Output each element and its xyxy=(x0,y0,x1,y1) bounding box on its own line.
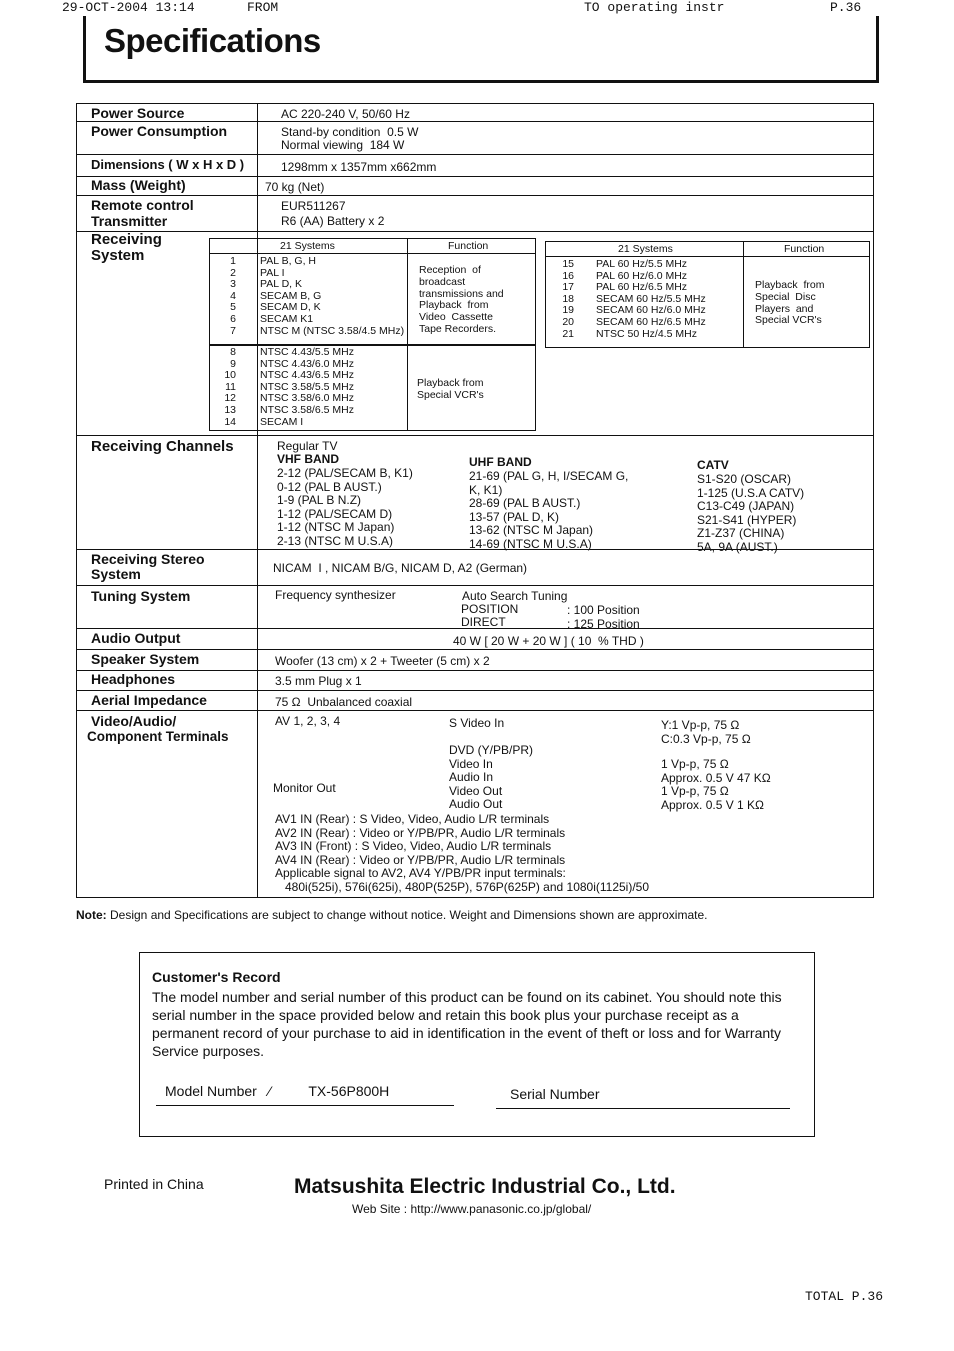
record-title: Customer's Record xyxy=(152,969,281,985)
receiving-system-label-2: System xyxy=(91,247,145,264)
fax-to: TO operating instr xyxy=(584,0,725,15)
fax-date: 29-OCT-2004 13:14 xyxy=(62,0,195,15)
fax-page: P.36 xyxy=(830,0,862,15)
svideo-in: S Video In xyxy=(449,716,505,730)
audio-output-value: 40 W [ 20 W + 20 W ] ( 10 % THD ) xyxy=(453,634,644,648)
headphones-label: Headphones xyxy=(91,671,176,687)
catv-header: CATV xyxy=(697,458,729,472)
system-numbers-3: 15 16 17 18 19 20 21 xyxy=(562,258,574,340)
model-number-value: TX-56P800H xyxy=(308,1083,390,1099)
mass-label: Mass (Weight) xyxy=(91,177,186,193)
vhf-list: 2-12 (PAL/SECAM B, K1) 0-12 (PAL B AUST.) 1-9 (PAL B N.Z) 1-12 (PAL/SECAM D) 1-12 (NTSC M Japan) 2-13 (NTSC M U.S.A) xyxy=(277,466,413,548)
vhf-header: VHF BAND xyxy=(277,452,339,466)
system-names-2: NTSC 4.43/5.5 MHz NTSC 4.43/6.0 MHz NTSC 4.43/6.5 MHz NTSC 3.58/5.5 MHz NTSC 3.58/6.0 MHz NTSC 3.58/6.5 MHz SECAM I xyxy=(260,346,354,428)
av-terminals: AV 1, 2, 3, 4 xyxy=(275,714,341,728)
systems-table-2 xyxy=(209,344,536,431)
power-source-label: Power Source xyxy=(91,105,185,121)
direct-label: DIRECT xyxy=(461,615,506,629)
serial-number-label: Serial Number xyxy=(510,1086,600,1102)
record-body: The model number and serial number of this product can be found on its cabinet. You should note this serial number in the space provided below and retain this book plus your purchase receipt as a permanent record of your purchase to aid in identification in the event of theft or loss and for Warranty Service purposes. xyxy=(152,989,782,1059)
fax-from: FROM xyxy=(247,0,279,15)
speaker-label: Speaker System xyxy=(91,651,200,667)
receiving-system-label: Receiving xyxy=(91,231,162,248)
receiving-channels-label: Receiving Channels xyxy=(91,438,234,455)
serial-number-line xyxy=(496,1108,790,1109)
customer-record xyxy=(139,952,815,1137)
tuning-label: Tuning System xyxy=(91,588,191,604)
dvd-values: 1 Vp-p, 75 Ω Approx. 0.5 V 47 KΩ 1 Vp-p, 75 Ω Approx. 0.5 V 1 KΩ xyxy=(661,757,771,812)
fax-total: TOTAL P.36 xyxy=(805,1289,884,1304)
remote-battery: R6 (AA) Battery x 2 xyxy=(281,214,385,228)
note xyxy=(76,908,707,922)
svideo-values: Y:1 Vp-p, 75 Ω C:0.3 Vp-p, 75 Ω xyxy=(661,718,751,746)
system-function-2: Playback from Special VCR's xyxy=(417,377,484,401)
systems-table-3 xyxy=(545,241,870,348)
dimensions-value: 1298mm x 1357mm x662mm xyxy=(281,160,437,174)
power-source-value: AC 220-240 V, 50/60 Hz xyxy=(281,107,410,121)
mass-value: 70 kg (Net) xyxy=(265,180,325,194)
remote-model: EUR511267 xyxy=(281,199,346,213)
model-number-line xyxy=(156,1105,454,1106)
tuning-value: Frequency synthesizer xyxy=(275,588,396,602)
systems-header-3: 21 Systems xyxy=(618,243,673,255)
systems-table-1 xyxy=(209,238,536,346)
website: Web Site : http://www.panasonic.co.jp/global/ xyxy=(352,1202,592,1216)
dvd-inputs: DVD (Y/PB/PR) Video In Audio In Video Out Audio Out xyxy=(449,743,534,811)
dimensions-label: Dimensions ( W x H x D ) xyxy=(91,157,245,172)
spec-table xyxy=(76,103,874,898)
monitor-out: Monitor Out xyxy=(273,781,336,795)
position-value: : 100 Position xyxy=(567,603,640,617)
system-names-3: PAL 60 Hz/5.5 MHz PAL 60 Hz/6.0 MHz PAL 60 Hz/6.5 MHz SECAM 60 Hz/5.5 MHz SECAM 60 Hz/6.0 MHz SECAM 60 Hz/6.5 MHz NTSC 50 Hz/4.5 MHz xyxy=(596,258,706,340)
remote-label-2: Transmitter xyxy=(91,213,168,229)
system-names-1: PAL B, G, H PAL I PAL D, K SECAM B, G SECAM D, K SECAM K1 NTSC M (NTSC 3.58/4.5 MHz) xyxy=(260,255,405,337)
position-label: POSITION xyxy=(461,602,519,616)
pen-stroke-icon: ⁄ xyxy=(260,1083,271,1099)
system-numbers-1: 1 2 3 4 5 6 7 xyxy=(230,255,236,337)
function-header: Function xyxy=(448,240,489,252)
aerial-label: Aerial Impedance xyxy=(91,692,207,708)
auto-search: Auto Search Tuning xyxy=(462,589,568,603)
direct-value: : 125 Position xyxy=(567,617,640,631)
systems-header: 21 Systems xyxy=(280,240,335,252)
regular-tv: Regular TV xyxy=(277,439,338,453)
remote-label: Remote control xyxy=(91,197,194,213)
spec-divider xyxy=(257,104,258,897)
video-label: Video/Audio/ xyxy=(91,713,177,729)
system-numbers-2: 8 9 10 11 12 13 14 xyxy=(224,346,236,428)
uhf-header: UHF BAND xyxy=(469,455,532,469)
catv-list: S1-S20 (OSCAR) 1-125 (U.S.A CATV) C13-C49 (JAPAN) S21-S41 (HYPER) Z1-Z37 (CHINA) 5A, 9A (AUST.) xyxy=(697,472,805,554)
headphones-value: 3.5 mm Plug x 1 xyxy=(275,674,362,688)
model-number-label: Model Number xyxy=(165,1083,257,1099)
av-input-list: AV1 IN (Rear) : S Video, Video, Audio L/R terminals AV2 IN (Rear) : Video or Y/PB/PR, Audio L/R terminals AV3 IN (Front) : S Video, Video, Audio L/R terminals AV4 IN (Rear) : Video or Y/PB/PR, Audio L/R terminals Applicable signal to AV2, AV4 Y/PB/PR input terminals: 480i(525i), 576i(625i), 480P(525P), 576P(625P) and 1080i(1125i)/50 xyxy=(275,812,650,894)
model-number xyxy=(165,1083,389,1099)
uhf-list: 21-69 (PAL G, H, I/SECAM G, K, K1) 28-69 (PAL B AUST.) 13-57 (PAL D, K) 13-62 (NTSC M Japan) 14-69 (NTSC M U.S.A) xyxy=(469,469,629,551)
printed-in: Printed in China xyxy=(104,1176,204,1192)
company-name: Matsushita Electric Industrial Co., Ltd. xyxy=(294,1175,676,1198)
stereo-label: Receiving Stereo xyxy=(91,551,205,567)
video-label-2: Component Terminals xyxy=(87,729,229,744)
stereo-label-2: System xyxy=(91,566,141,582)
power-consumption-label: Power Consumption xyxy=(91,123,228,139)
note-label: Note: xyxy=(76,908,107,922)
system-function-1: Reception of broadcast transmissions and Playback from Video Cassette Tape Recorders. xyxy=(419,264,504,335)
aerial-value: 75 Ω Unbalanced coaxial xyxy=(275,695,413,709)
normal-viewing-value: Normal viewing 184 W xyxy=(281,138,405,152)
page-title: Specifications xyxy=(104,22,321,59)
standby-value: Stand-by condition 0.5 W xyxy=(281,125,419,139)
note-text: Design and Specifications are subject to change without notice. Weight and Dimensions shown are approximate. xyxy=(106,908,708,922)
system-function-3: Playback from Special Disc Players and Special VCR's xyxy=(755,279,825,327)
function-header-3: Function xyxy=(784,243,825,255)
speaker-value: Woofer (13 cm) x 2 + Tweeter (5 cm) x 2 xyxy=(275,654,490,668)
audio-output-label: Audio Output xyxy=(91,630,181,646)
stereo-value: NICAM I , NICAM B/G, NICAM D, A2 (German) xyxy=(273,561,528,575)
